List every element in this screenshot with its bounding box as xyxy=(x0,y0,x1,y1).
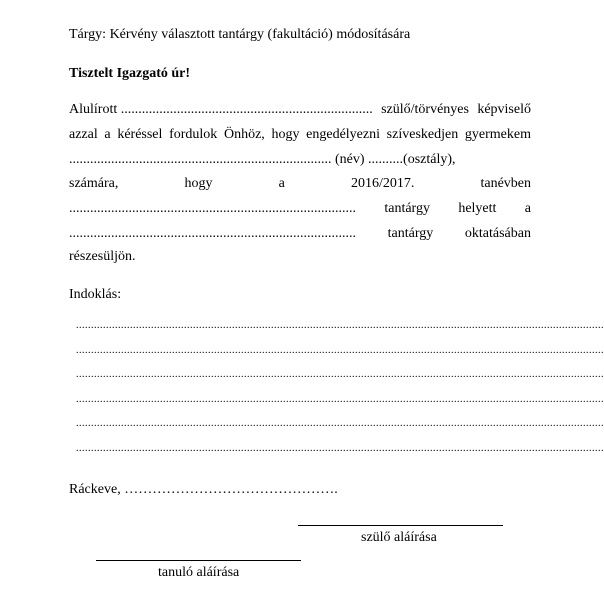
body-line-6-part: oktatásában xyxy=(464,226,531,241)
body-line-4-word: számára, xyxy=(69,176,119,191)
subject-line: Tárgy: Kérvény választott tantárgy (fakultáció) módosítására xyxy=(69,27,411,42)
body-line-2-word: kéréssel xyxy=(117,127,163,142)
reason-line[interactable]: ................................................................................................................................................................................ xyxy=(76,443,604,454)
reasons-label: Indoklás: xyxy=(69,287,122,302)
student-signature-label: tanuló aláírása xyxy=(158,565,240,580)
body-line-6-part: .................................................................................. xyxy=(69,226,356,241)
place-date-line[interactable]: Ráckeve, ………………………………………. xyxy=(69,482,338,497)
greeting: Tisztelt Igazgató úr! xyxy=(69,66,191,81)
student-signature-line[interactable] xyxy=(96,560,301,561)
body-line-5-part: tantárgy xyxy=(384,201,430,216)
body-line-2-word: fordulok xyxy=(169,127,218,142)
body-line-2-word: azzal xyxy=(69,127,98,142)
body-line-2 xyxy=(69,127,531,143)
reason-line[interactable]: ................................................................................................................................................................................ xyxy=(76,394,604,405)
reason-line[interactable]: ................................................................................................................................................................................ xyxy=(76,345,604,356)
body-line-6 xyxy=(69,226,531,242)
body-line-4-word: 2016/2017. xyxy=(350,176,415,191)
reason-line[interactable]: ................................................................................................................................................................................ xyxy=(76,418,604,429)
body-line-3: ........................................................................... (név) ..........(osztály), xyxy=(69,152,456,167)
body-line-6-part: tantárgy xyxy=(387,226,434,241)
parent-signature-line[interactable] xyxy=(298,525,503,526)
body-line-4-word: tanévben xyxy=(480,176,531,191)
body-line-1-part: Alulírott ........................................................................ xyxy=(69,102,373,117)
body-line-1-part: szülő/törvényes xyxy=(381,102,469,117)
body-line-4-word: hogy xyxy=(184,176,213,191)
body-line-2-word: a xyxy=(104,127,111,142)
body-line-1-part: képviselő xyxy=(477,102,531,117)
body-line-5-part: a xyxy=(524,201,531,216)
body-line-4-word: a xyxy=(278,176,285,191)
body-line-2-word: gyermekem xyxy=(464,127,531,142)
body-line-7: részesüljön. xyxy=(69,249,136,264)
reason-line[interactable]: ................................................................................................................................................................................ xyxy=(76,369,604,380)
body-line-2-word: hogy xyxy=(271,127,300,142)
parent-signature-label: szülő aláírása xyxy=(361,530,437,545)
body-line-5 xyxy=(69,201,531,217)
reason-line[interactable]: ................................................................................................................................................................................ xyxy=(76,320,604,331)
body-line-4 xyxy=(69,176,531,192)
body-line-2-word: engedélyezni xyxy=(306,127,380,142)
body-line-5-part: .................................................................................. xyxy=(69,201,356,216)
body-line-2-word: Önhöz, xyxy=(223,127,265,142)
body-line-5-part: helyett xyxy=(458,201,497,216)
body-line-2-word: szíveskedjen xyxy=(386,127,459,142)
body-line-1 xyxy=(69,102,531,118)
